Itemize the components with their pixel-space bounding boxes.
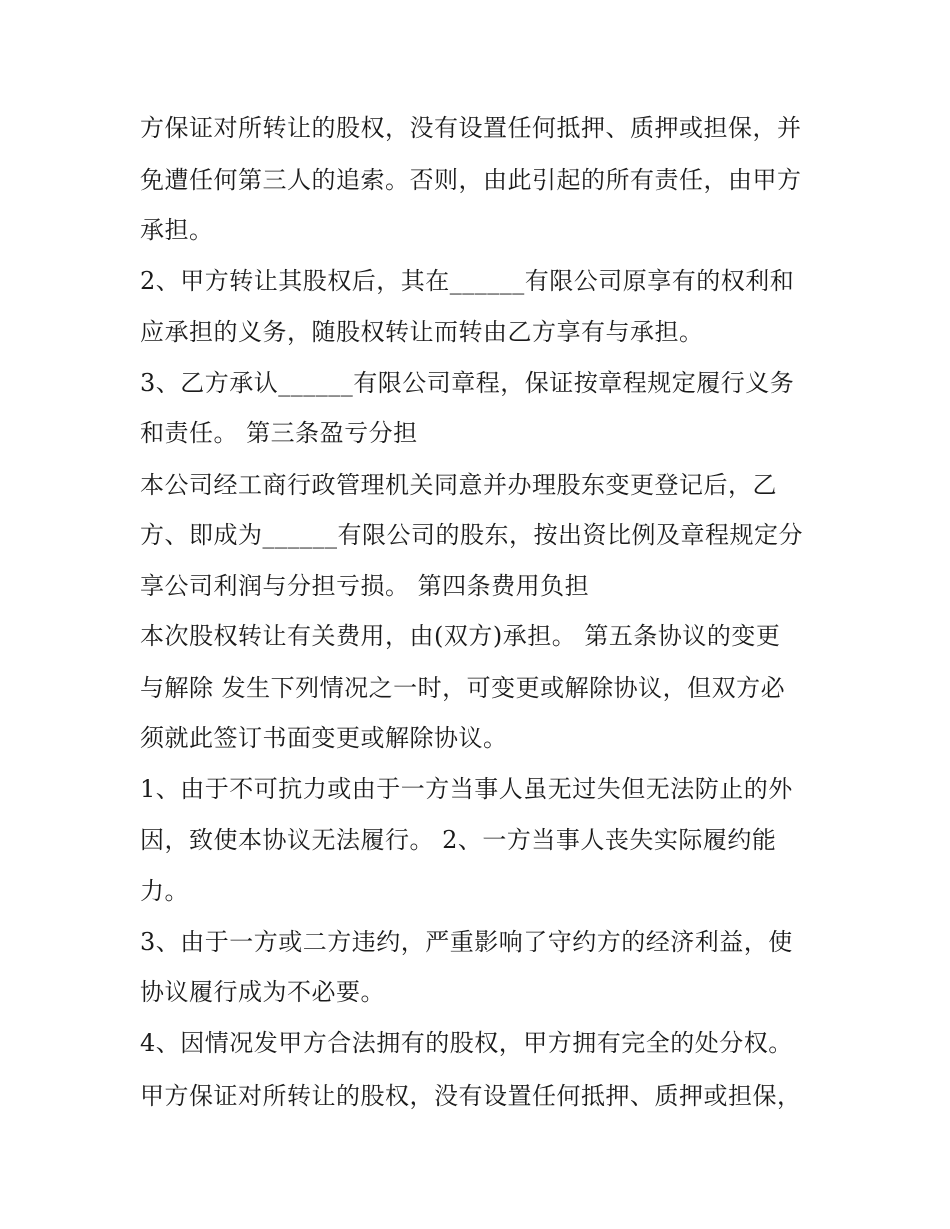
text-line: 应承担的义务，随股权转让而转由乙方享有与承担。 xyxy=(140,318,704,346)
text-line: 力。 xyxy=(140,877,189,905)
text-line: 和责任。 第三条盈亏分担 xyxy=(140,419,418,447)
text-line: 方、即成为______有限公司的股东，按出资比例及章程规定分 xyxy=(140,521,803,549)
text-line: 本公司经工商行政管理机关同意并办理股东变更登记后，乙 xyxy=(140,471,777,499)
text-line: 甲方保证对所转让的股权，没有设置任何抵押、质押或担保， xyxy=(140,1082,802,1110)
text-line: 享公司利润与分担亏损。 第四条费用负担 xyxy=(140,572,590,600)
text-line: 因，致使本协议无法履行。 2、一方当事人丧失实际履约能 xyxy=(140,826,777,854)
text-line: 须就此签订书面变更或解除协议。 xyxy=(140,724,508,752)
text-line: 与解除 发生下列情况之一时，可变更或解除协议，但双方必 xyxy=(140,674,786,702)
text-line: 承担。 xyxy=(140,216,214,244)
text-line: 1、由于不可抗力或由于一方当事人虽无过失但无法防止的外 xyxy=(140,775,793,803)
text-line: 方保证对所转让的股权，没有设置任何抵押、质押或担保，并 xyxy=(140,114,802,142)
text-line: 2、甲方转让其股权后，其在______有限公司原享有的权利和 xyxy=(140,267,795,295)
text-line: 本次股权转让有关费用，由(双方)承担。 第五条协议的变更 xyxy=(140,622,781,650)
text-line: 4、因情况发甲方合法拥有的股权，甲方拥有完全的处分权。 xyxy=(140,1029,793,1057)
text-line: 3、由于一方或二方违约，严重影响了守约方的经济利益，使 xyxy=(140,928,793,956)
text-line: 协议履行成为不必要。 xyxy=(140,978,385,1006)
text-line: 3、乙方承认______有限公司章程，保证按章程规定履行义务 xyxy=(140,369,795,397)
text-line: 免遭任何第三人的追索。否则，由此引起的所有责任，由甲方 xyxy=(140,166,802,194)
